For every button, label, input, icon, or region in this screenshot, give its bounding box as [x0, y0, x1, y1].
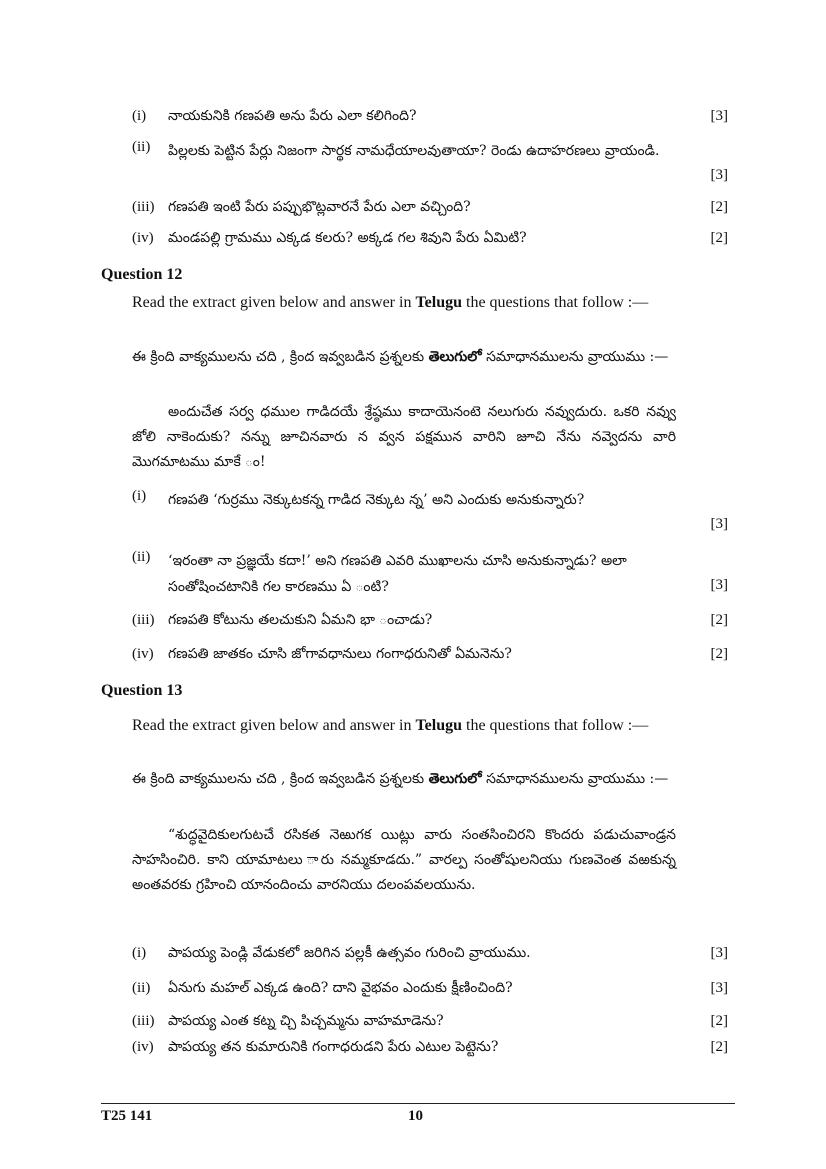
question-13-instruction-telugu [132, 767, 676, 791]
question-12-i [132, 487, 728, 533]
marks: [2] [710, 199, 728, 215]
instruction-text: the questions that follow :— [462, 294, 649, 311]
question-number: (iv) [132, 230, 154, 246]
instruction-text: ఈ క్రింది వాక్యములను చది , క్రింద ఇవ్వబడిన ప్రశ్నలకు [132, 349, 429, 365]
instruction-language: Telugu [415, 294, 462, 311]
marks: [3] [710, 577, 728, 593]
question-text: పిల్లలకు పెట్టిన పేర్లు నిజంగా సార్థక నామధేయాలవుతాయా? రెండు ఉదాహరణలు వ్రాయండి. [168, 143, 660, 159]
instruction-text: సమాధానములను వ్రాయుము :— [481, 771, 669, 787]
marks: [2] [710, 612, 728, 628]
question-11-ii [132, 138, 728, 184]
marks: [3] [710, 167, 728, 183]
question-number: (iv) [132, 646, 154, 662]
question-12-instruction-telugu [132, 345, 676, 369]
question-13-instruction-english [132, 713, 676, 739]
question-13-heading: Question 13 [101, 682, 183, 699]
question-number: (ii) [132, 549, 151, 565]
question-number: (iv) [132, 1039, 154, 1055]
instruction-language: Telugu [415, 717, 462, 734]
marks: [2] [710, 1039, 728, 1055]
instruction-language: తెలుగులో [428, 771, 482, 787]
marks: [3] [710, 108, 728, 124]
instruction-text: Read the extract given below and answer in [132, 294, 416, 311]
marks: [2] [710, 230, 728, 246]
question-12-heading: Question 12 [101, 266, 183, 283]
marks: [2] [710, 646, 728, 662]
marks: [3] [710, 516, 728, 532]
question-text: ఏనుగు మహల్ ఎక్కడ ఉంది? దాని వైభవం ఎందుకు క్షీణించింది? [168, 980, 513, 996]
question-number: (i) [132, 108, 147, 124]
marks: [2] [710, 1013, 728, 1029]
question-12-ii [132, 548, 728, 594]
question-number: (iii) [132, 1013, 155, 1029]
question-text: మండపల్లి గ్రామము ఎక్కడ కలరు? అక్కడ గల శివుని పేరు ఏమిటి? [168, 230, 527, 246]
question-text: గణపతి ‘గుర్రము నెక్కుటకన్న గాడిద నెక్కుట న్న’ అని ఎందుకు అనుకున్నారు? [168, 492, 585, 508]
question-text: పాపయ్య తన కుమారునికి గంగాధరుడని పేరు ఎటుల పెట్టెను? [168, 1039, 499, 1055]
instruction-text: the questions that follow :— [462, 717, 649, 734]
question-number: (iii) [132, 199, 155, 215]
question-12-instruction-english [132, 290, 676, 316]
question-text: పాపయ్య ఎంత కట్న చ్చి పిచ్చమ్మను వాహమాడెను? [168, 1013, 444, 1029]
question-text: గణపతి కోటును తలచుకుని ఏమని భా ంచాడు? [168, 612, 433, 628]
question-text: గణపతి ఇంటి పేరు పప్పుభొట్లవారనే పేరు ఎలా వచ్చింది? [168, 199, 471, 215]
question-number: (iii) [132, 612, 155, 628]
instruction-text: Read the extract given below and answer in [132, 717, 416, 734]
footer-divider [101, 1103, 735, 1104]
page-number: 10 [408, 1108, 423, 1124]
paper-code: T25 141 [101, 1108, 153, 1124]
instruction-text: సమాధానములను వ్రాయుము :— [481, 349, 669, 365]
question-text: పాపయ్య పెండ్లి వేడుకలో జరిగిన పల్లకీ ఉత్సవం గురించి వ్రాయుము. [168, 945, 531, 961]
question-text: నాయకునికి గణపతి అను పేరు ఎలా కలిగింది? [168, 108, 417, 124]
instruction-text: ఈ క్రింది వాక్యములను చది , క్రింద ఇవ్వబడిన ప్రశ్నలకు [132, 771, 429, 787]
question-number: (i) [132, 945, 147, 961]
question-number: (ii) [132, 139, 151, 155]
marks: [3] [710, 980, 728, 996]
question-text: గణపతి జాతకం చూసి జోగావధానులు గంగాధరునితో ఏమనెను? [168, 646, 512, 662]
question-12-extract: అందుచేత సర్వ ధముల గాడిదయే శ్రేష్ఠము కాదాయెనంటె నలుగురు నవ్వుదురు. ఒకరి నవ్వు జోలి నాకెందుకు? నన్ను జూచినవారు న వ్వన పక్షమున వారిని జూచి నేను నవ్వెదను వారి మొగమాటము మాకే ం! [132, 404, 676, 470]
marks: [3] [710, 945, 728, 961]
question-number: (i) [132, 488, 147, 504]
instruction-language: తెలుగులో [428, 349, 482, 365]
question-13-extract: “శుద్ధవైదికులగుటచే రసికత నెఱుగక యిట్లు వారు సంతసించిరని కొందరు పడుచువాండ్రన సాహసించిరి. కాని యామాటలు ారు నమ్మకూడదు.” వారల్ప సంతోషులనియు గుణవెంత వఱకున్న అంతవరకు గ్రహించి యానందించు వారనియు దలంపవలయును. [132, 827, 676, 893]
question-number: (ii) [132, 980, 151, 996]
question-text: ‘ఇరంతా నా ప్రజ్ఞయే కదా!’ అని గణపతి ఎవరి ముఖాలను చూసి అనుకున్నాడు? అలా సంతోషించటానికి గల కారణము ఏ ంటి? [168, 553, 627, 595]
